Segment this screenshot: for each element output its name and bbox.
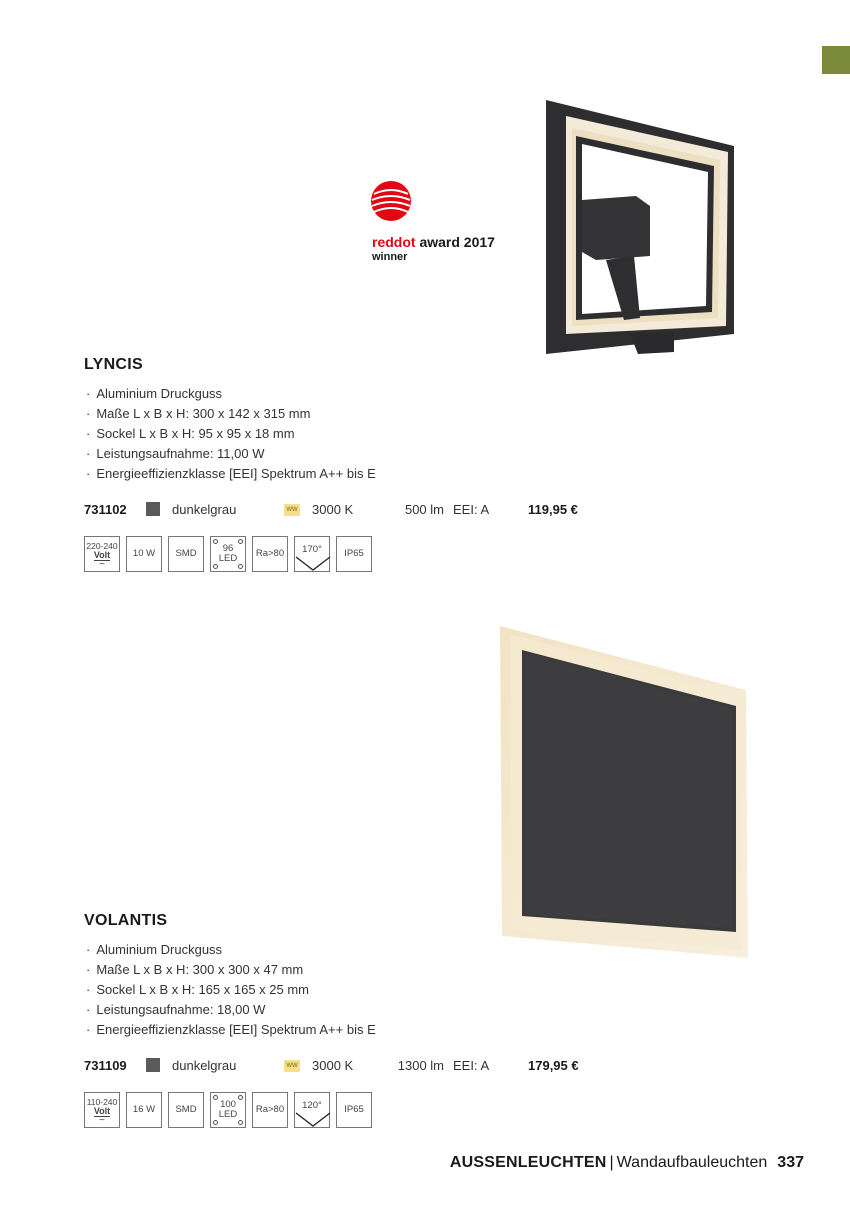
voltage-label: Volt bbox=[93, 1105, 111, 1116]
product-title: LYNCIS bbox=[84, 356, 144, 373]
chapter-tab-marker bbox=[822, 46, 850, 74]
feature-item: · Maße L x B x H: 300 x 142 x 315 mm bbox=[84, 404, 376, 424]
color-rendering-icon: Ra>80 bbox=[252, 1092, 288, 1128]
luminous-flux: 500 lm bbox=[404, 502, 444, 517]
beam-angle: 170° bbox=[302, 544, 322, 555]
ip-rating-icon: IP65 bbox=[336, 1092, 372, 1128]
voltage-icon bbox=[84, 1092, 120, 1128]
reddot-award-badge bbox=[368, 180, 508, 270]
page-footer bbox=[0, 1154, 804, 1172]
warm-white-icon: WW bbox=[284, 1060, 300, 1072]
energy-class: EEI: A bbox=[453, 502, 490, 517]
wattage-icon: 10 W bbox=[126, 536, 162, 572]
beam-angle-icon bbox=[294, 1092, 330, 1128]
voltage-range: 220-240 bbox=[86, 540, 118, 551]
price: 179,95 € bbox=[528, 1058, 579, 1073]
volantis-product-image bbox=[496, 624, 750, 960]
ip-rating-icon: IP65 bbox=[336, 536, 372, 572]
ac-wave-icon: ~ bbox=[99, 558, 105, 570]
led-count-icon bbox=[210, 1092, 246, 1128]
footer-separator: | bbox=[609, 1154, 614, 1171]
luminous-flux: 1300 lm bbox=[397, 1058, 444, 1073]
beam-angle: 120° bbox=[302, 1100, 322, 1111]
led-label: LED bbox=[218, 1109, 238, 1120]
article-number: 731102 bbox=[84, 502, 127, 517]
warm-white-icon: WW bbox=[284, 504, 300, 516]
color-rendering-icon: Ra>80 bbox=[252, 536, 288, 572]
smd-icon: SMD bbox=[168, 536, 204, 572]
color-temperature: 3000 K bbox=[312, 502, 354, 517]
color-swatch bbox=[146, 1058, 160, 1072]
feature-list bbox=[84, 940, 376, 1040]
reddot-logo-icon bbox=[370, 180, 412, 222]
feature-item: · Sockel L x B x H: 165 x 165 x 25 mm bbox=[84, 980, 376, 1000]
product-title: VOLANTIS bbox=[84, 912, 168, 929]
feature-item: · Energieeffizienzklasse [EEI] Spektrum A++ bis E bbox=[84, 464, 376, 484]
feature-list bbox=[84, 384, 376, 484]
smd-icon: SMD bbox=[168, 1092, 204, 1128]
feature-item: · Sockel L x B x H: 95 x 95 x 18 mm bbox=[84, 424, 376, 444]
award-winner-label: winner bbox=[372, 251, 408, 263]
feature-item: · Leistungsaufnahme: 11,00 W bbox=[84, 444, 376, 464]
ac-wave-icon: ~ bbox=[99, 1114, 105, 1126]
price: 119,95 € bbox=[528, 502, 578, 517]
feature-item: · Energieeffizienzklasse [EEI] Spektrum A++ bis E bbox=[84, 1020, 376, 1040]
color-swatch bbox=[146, 502, 160, 516]
variant-row bbox=[84, 500, 604, 520]
lyncis-product-image bbox=[540, 96, 736, 360]
variant-row bbox=[84, 1056, 604, 1076]
footer-section: AUSSENLEUCHTEN bbox=[449, 1154, 607, 1171]
voltage-icon bbox=[84, 536, 120, 572]
footer-subsection: Wandaufbauleuchten bbox=[616, 1154, 768, 1171]
voltage-label: Volt bbox=[93, 549, 111, 560]
beam-angle-lines-icon bbox=[295, 1093, 331, 1129]
energy-class: EEI: A bbox=[453, 1058, 490, 1073]
led-count: 100 bbox=[220, 1099, 236, 1110]
wattage-icon: 16 W bbox=[126, 1092, 162, 1128]
color-name: dunkelgrau bbox=[172, 502, 237, 517]
article-number: 731109 bbox=[84, 1058, 127, 1073]
voltage-range: 110-240 bbox=[86, 1096, 118, 1107]
led-count: 96 bbox=[222, 543, 234, 554]
color-temperature: 3000 K bbox=[312, 1058, 354, 1073]
led-count-icon bbox=[210, 536, 246, 572]
beam-angle-icon bbox=[294, 536, 330, 572]
feature-item: · Aluminium Druckguss bbox=[84, 940, 376, 960]
color-name: dunkelgrau bbox=[172, 1058, 237, 1073]
feature-item: · Maße L x B x H: 300 x 300 x 47 mm bbox=[84, 960, 376, 980]
feature-item: · Aluminium Druckguss bbox=[84, 384, 376, 404]
page-number: 337 bbox=[777, 1154, 804, 1171]
beam-angle-lines-icon bbox=[295, 537, 331, 573]
award-title: reddot award 2017 bbox=[372, 234, 495, 250]
feature-item: · Leistungsaufnahme: 18,00 W bbox=[84, 1000, 376, 1020]
led-label: LED bbox=[218, 553, 238, 564]
